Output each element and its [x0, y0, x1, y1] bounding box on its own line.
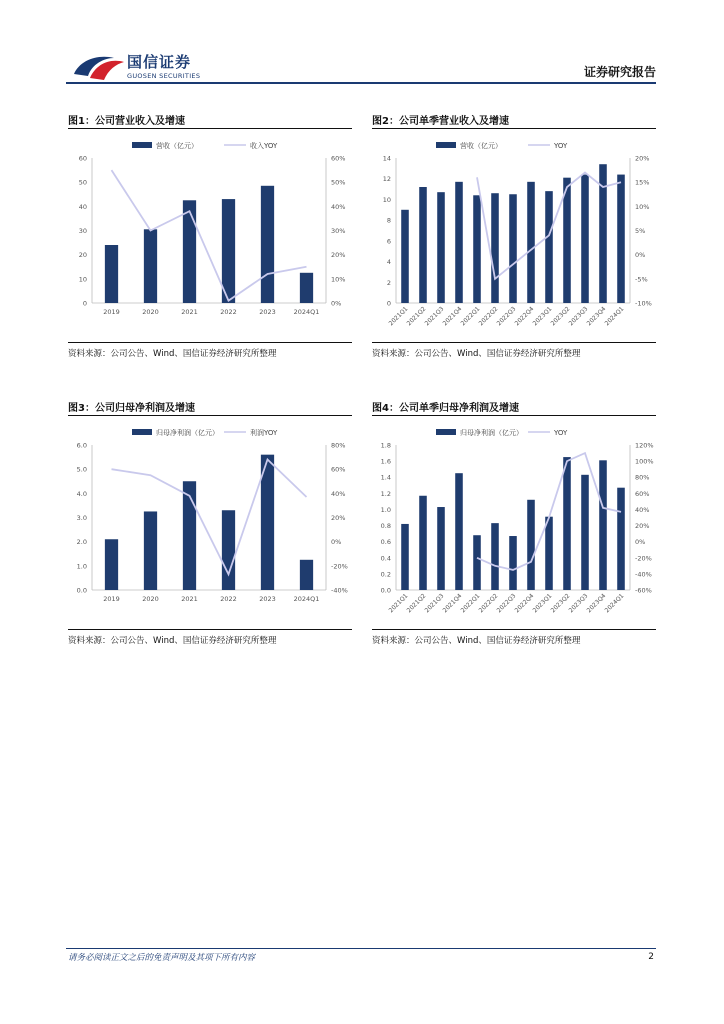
right-tick-label: -40% [635, 570, 652, 579]
right-tick-label: 60% [331, 465, 346, 474]
figure-3-top-rule [68, 415, 352, 416]
category-label: 2020 [142, 308, 159, 316]
legend-line-label: 利润YOY [250, 429, 278, 437]
legend-bar-swatch [132, 429, 152, 435]
left-tick-label: 4.0 [76, 489, 87, 498]
report-type: 证券研究报告 [583, 65, 656, 79]
bar [617, 488, 625, 590]
left-tick-label: 10 [382, 195, 391, 204]
right-tick-label: 120% [635, 441, 654, 450]
left-tick-label: 12 [382, 175, 391, 184]
figure-4-title: 图4：公司单季归母净利润及增速 [372, 403, 519, 414]
figure-1-title: 图1：公司营业收入及增速 [68, 116, 185, 127]
bar [473, 195, 481, 303]
category-label: 2022 [220, 595, 237, 603]
logo-chinese-name: 国信证券 [127, 53, 192, 71]
left-tick-label: 40 [78, 202, 87, 211]
left-tick-label: 0.0 [76, 586, 87, 595]
right-tick-label: -5% [635, 275, 648, 284]
bar [300, 560, 313, 590]
bar [455, 182, 463, 303]
bar [509, 536, 517, 590]
right-tick-label: 10% [331, 275, 346, 284]
footer-disclaimer: 请务必阅读正文之后的免责声明及其项下所有内容 [68, 953, 256, 963]
yoy-line [112, 170, 307, 301]
right-tick-label: 40% [331, 489, 346, 498]
bar [491, 523, 499, 590]
category-label: 2023 [259, 595, 276, 603]
left-tick-label: 0.2 [380, 570, 391, 579]
report-header [0, 0, 724, 90]
left-tick-label: 1.2 [380, 489, 391, 498]
category-label: 2022Q3 [495, 592, 518, 615]
category-label: 2019 [103, 595, 120, 603]
right-tick-label: -60% [635, 586, 652, 595]
right-tick-label: 15% [635, 178, 650, 187]
category-label: 2021 [181, 308, 198, 316]
category-label: 2021Q3 [423, 305, 446, 328]
bar [437, 507, 445, 590]
legend-bar-swatch [436, 142, 456, 148]
figure-2-chart [372, 132, 656, 340]
bar [222, 510, 235, 590]
legend-bar-label: 营收（亿元） [156, 142, 198, 150]
legend-line-label: 收入YOY [250, 142, 278, 150]
right-tick-label: 80% [331, 441, 346, 450]
footer-divider [66, 948, 656, 949]
left-tick-label: 2.0 [76, 538, 87, 547]
right-tick-label: 0% [331, 538, 342, 547]
legend-line-label: YOY [554, 142, 568, 150]
right-tick-label: -20% [635, 554, 652, 563]
left-tick-label: 1.6 [380, 457, 391, 466]
bar [300, 273, 313, 303]
category-label: 2022Q3 [495, 305, 518, 328]
right-tick-label: 0% [635, 251, 646, 260]
bar [437, 192, 445, 303]
bar [617, 175, 625, 303]
category-label: 2022Q4 [513, 592, 536, 615]
category-label: 2024Q1 [603, 305, 626, 328]
category-label: 2023Q2 [549, 305, 572, 328]
figure-2-bottom-rule [372, 342, 656, 343]
right-tick-label: 60% [331, 154, 346, 163]
left-tick-label: 50 [78, 178, 87, 187]
yoy-line [112, 460, 307, 575]
category-label: 2021Q1 [387, 305, 410, 328]
left-tick-label: 0.4 [380, 554, 391, 563]
left-tick-label: 3.0 [76, 514, 87, 522]
legend-line-label: YOY [554, 429, 568, 437]
legend-bar-label: 归母净利润（亿元） [460, 429, 523, 437]
bar [545, 517, 553, 590]
bar [581, 475, 589, 590]
page-number: 2 [648, 952, 654, 962]
left-tick-label: 1.0 [76, 562, 87, 571]
bar [527, 182, 535, 303]
right-tick-label: 20% [635, 522, 650, 531]
left-tick-label: 20 [78, 251, 87, 260]
figure-3-title: 图3：公司归母净利润及增速 [68, 403, 195, 414]
category-label: 2024Q1 [293, 595, 320, 603]
category-label: 2023Q1 [531, 305, 554, 328]
category-label: 2022Q2 [477, 305, 500, 328]
bar [473, 535, 481, 590]
right-tick-label: 100% [635, 457, 654, 466]
bar [581, 175, 589, 303]
category-label: 2021Q2 [405, 305, 428, 328]
bar [401, 210, 409, 303]
left-tick-label: 6 [386, 237, 391, 246]
right-tick-label: 20% [331, 514, 346, 522]
figure-4-top-rule [372, 415, 656, 416]
category-label: 2022 [220, 308, 237, 316]
legend-bar-swatch [132, 142, 152, 148]
category-label: 2021Q2 [405, 592, 428, 615]
left-tick-label: 1.0 [380, 505, 391, 514]
category-label: 2022Q4 [513, 305, 536, 328]
category-label: 2021Q4 [441, 305, 464, 328]
left-tick-label: 0.6 [380, 538, 391, 547]
category-label: 2020 [142, 595, 159, 603]
figure-4-bottom-rule [372, 629, 656, 630]
header-divider [66, 82, 656, 84]
left-tick-label: 0 [82, 299, 87, 308]
bar [261, 186, 274, 303]
figure-3-source: 资料来源：公司公告、Wind、国信证券经济研究所整理 [68, 636, 277, 646]
figure-1-chart [68, 132, 352, 340]
bar [401, 524, 409, 590]
figure-3-chart [68, 419, 352, 627]
category-label: 2023Q2 [549, 592, 572, 615]
bar [105, 245, 118, 303]
right-tick-label: 50% [331, 178, 346, 187]
left-tick-label: 1.4 [380, 473, 391, 482]
left-tick-label: 0.8 [380, 522, 391, 531]
category-label: 2024Q1 [603, 592, 626, 615]
figure-4-chart [372, 419, 656, 627]
left-tick-label: 8 [386, 216, 391, 225]
figure-1-bottom-rule [68, 342, 352, 343]
category-label: 2023Q4 [585, 305, 608, 328]
left-tick-label: 5.0 [76, 465, 87, 474]
right-tick-label: 60% [635, 489, 650, 498]
bar [105, 539, 118, 590]
right-tick-label: -40% [331, 586, 348, 595]
category-label: 2023Q4 [585, 592, 608, 615]
figure-4-source: 资料来源：公司公告、Wind、国信证券经济研究所整理 [372, 636, 581, 646]
left-tick-label: 6.0 [76, 441, 87, 450]
legend-bar-label: 归母净利润（亿元） [156, 429, 219, 437]
left-tick-label: 60 [78, 154, 87, 163]
bar [599, 460, 607, 590]
right-tick-label: 80% [635, 473, 650, 482]
category-label: 2023 [259, 308, 276, 316]
bar [419, 187, 427, 303]
left-tick-label: 2 [386, 278, 391, 287]
left-tick-label: 14 [382, 154, 391, 163]
left-tick-label: 0.0 [380, 586, 391, 595]
legend-bar-swatch [436, 429, 456, 435]
figure-1-top-rule [68, 128, 352, 129]
right-tick-label: -20% [331, 562, 348, 571]
category-label: 2024Q1 [293, 308, 320, 316]
left-tick-label: 1.8 [380, 441, 391, 450]
category-label: 2021Q1 [387, 592, 410, 615]
bar [455, 473, 463, 590]
right-tick-label: 5% [635, 227, 646, 235]
category-label: 2022Q1 [459, 592, 482, 615]
right-tick-label: 40% [331, 202, 346, 211]
right-tick-label: 0% [635, 538, 646, 547]
figure-3-bottom-rule [68, 629, 352, 630]
category-label: 2023Q1 [531, 592, 554, 615]
bar [491, 193, 499, 303]
category-label: 2023Q3 [567, 305, 590, 328]
category-label: 2019 [103, 308, 120, 316]
bar [527, 500, 535, 590]
figure-2-title: 图2：公司单季营业收入及增速 [372, 116, 509, 127]
bar [222, 199, 235, 303]
left-tick-label: 0 [386, 299, 391, 308]
right-tick-label: 40% [635, 505, 650, 514]
bar [144, 229, 157, 303]
figure-2-top-rule [372, 128, 656, 129]
right-tick-label: 0% [331, 299, 342, 308]
bar [183, 200, 196, 303]
category-label: 2022Q2 [477, 592, 500, 615]
logo-english-name: GUOSEN SECURITIES [127, 72, 201, 80]
category-label: 2021 [181, 595, 198, 603]
right-tick-label: 30% [331, 227, 346, 235]
right-tick-label: 20% [331, 251, 346, 260]
right-tick-label: -10% [635, 299, 652, 308]
bar [509, 194, 517, 303]
category-label: 2021Q4 [441, 592, 464, 615]
right-tick-label: 10% [635, 202, 650, 211]
category-label: 2022Q1 [459, 305, 482, 328]
figure-1-source: 资料来源：公司公告、Wind、国信证券经济研究所整理 [68, 349, 277, 359]
figure-2-source: 资料来源：公司公告、Wind、国信证券经济研究所整理 [372, 349, 581, 359]
left-tick-label: 30 [78, 227, 87, 235]
bar [419, 496, 427, 590]
category-label: 2021Q3 [423, 592, 446, 615]
bar [545, 191, 553, 303]
left-tick-label: 4 [386, 258, 391, 267]
legend-bar-label: 营收（亿元） [460, 142, 502, 150]
category-label: 2023Q3 [567, 592, 590, 615]
bar [144, 511, 157, 590]
bar [563, 457, 571, 590]
left-tick-label: 10 [78, 275, 87, 284]
right-tick-label: 20% [635, 154, 650, 163]
